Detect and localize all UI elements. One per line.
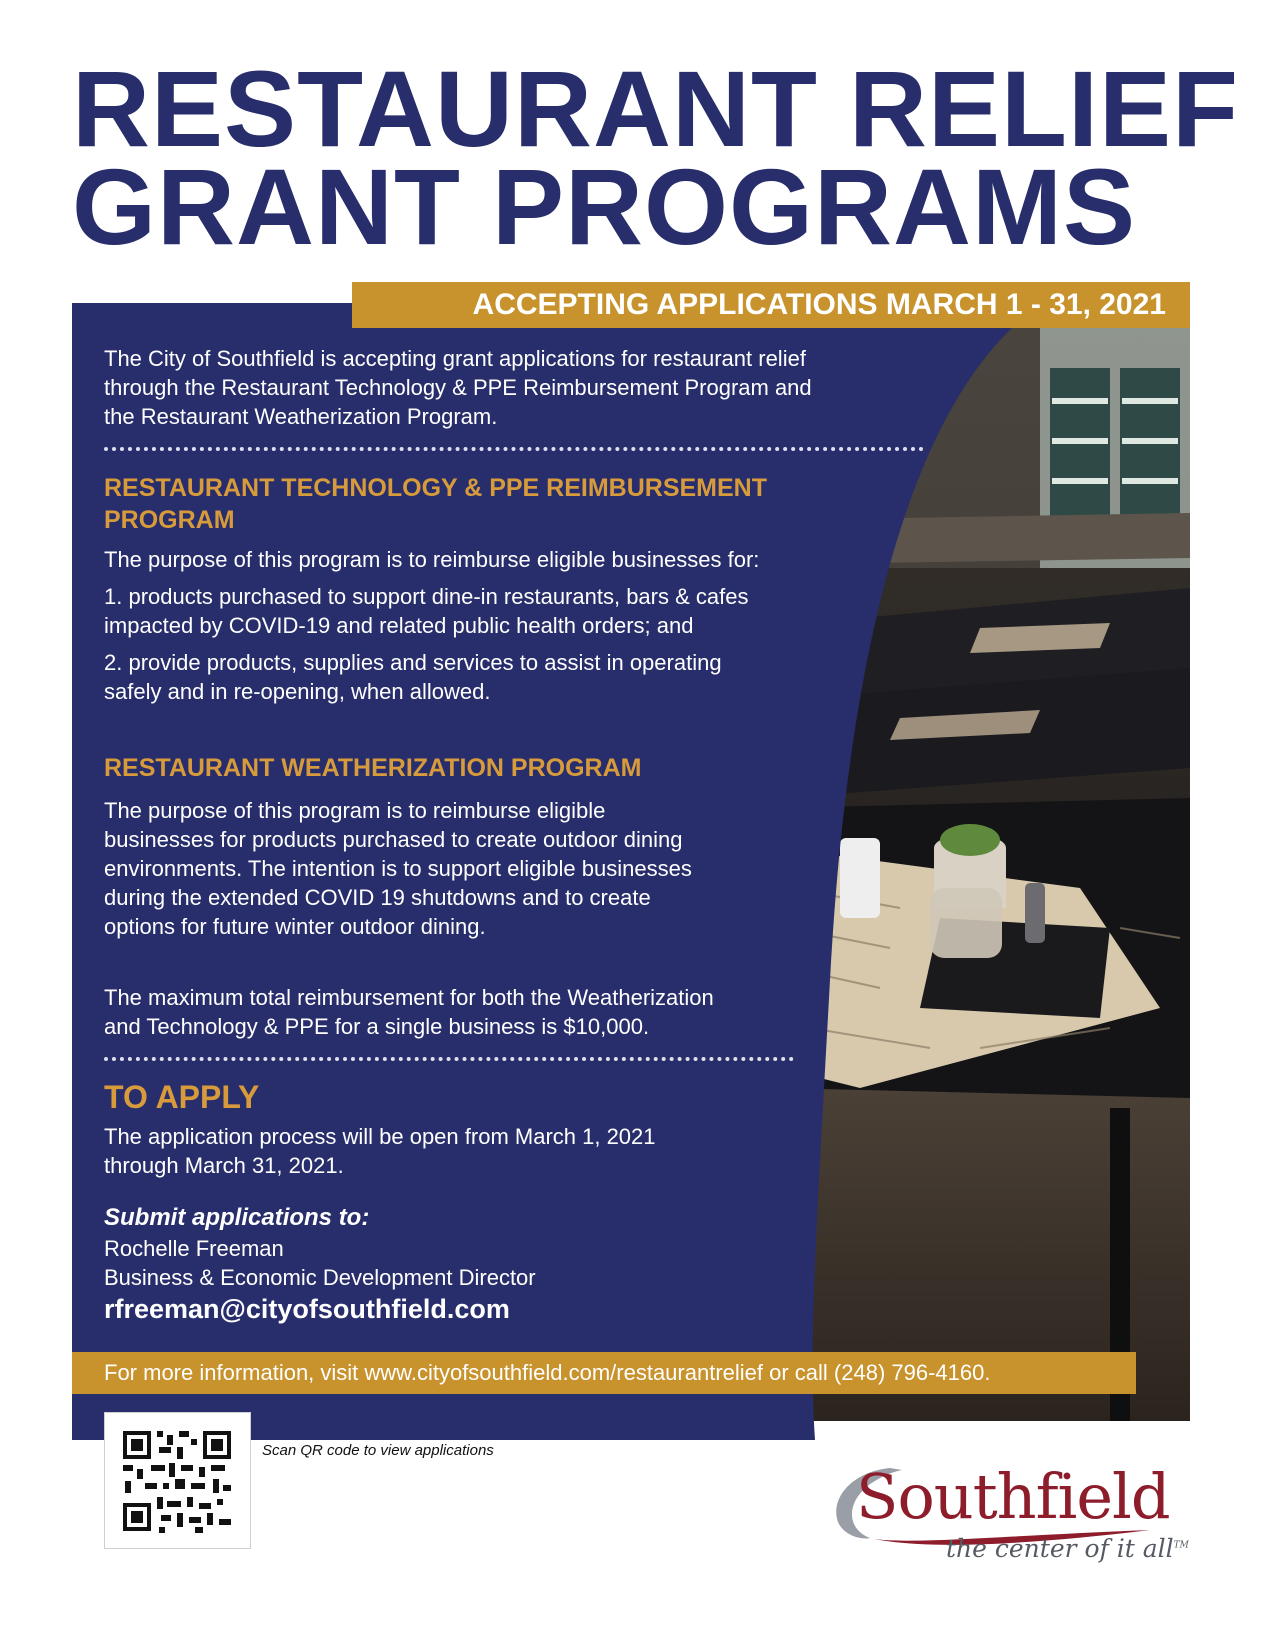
title-line-2: GRANT PROGRAMS (72, 146, 1136, 267)
tech-item-2-line-1: 2. provide products, supplies and services to assist in operating (104, 650, 722, 675)
weather-line-5: options for future winter outdoor dining. (104, 914, 486, 939)
weather-program-heading: RESTAURANT WEATHERIZATION PROGRAM (104, 754, 642, 782)
weather-program-body (104, 796, 692, 941)
more-information-bar[interactable]: For more information, visit www.cityofsouthfield.com/restaurantrelief or call (248) 796-4160. (72, 1352, 1136, 1394)
logo-wordmark: Southfield (856, 1460, 1170, 1533)
intro-line-3: the Restaurant Weatherization Program. (104, 404, 498, 429)
tech-program-heading (104, 472, 767, 536)
to-apply-body (104, 1122, 656, 1180)
intro-line-1: The City of Southfield is accepting grant applications for restaurant relief (104, 346, 806, 371)
maximum-line-1: The maximum total reimbursement for both the Weatherization (104, 985, 714, 1010)
contact-title: Business & Economic Development Director (104, 1265, 536, 1290)
tech-item-2-line-2: safely and in re-opening, when allowed. (104, 679, 491, 704)
tech-item-2 (104, 648, 759, 706)
dotted-divider (104, 1057, 794, 1061)
logo-tagline (946, 1534, 1189, 1563)
weather-line-2: businesses for products purchased to create outdoor dining (104, 827, 683, 852)
weather-line-4: during the extended COVID 19 shutdowns and to create (104, 885, 651, 910)
tech-heading-line-2: PROGRAM (104, 506, 235, 534)
intro-text (104, 344, 812, 431)
submit-label: Submit applications to: (104, 1204, 370, 1231)
tech-program-body (104, 545, 759, 706)
maximum-line-2: and Technology & PPE for a single business is $10,000. (104, 1014, 650, 1039)
title-line-1: RESTAURANT RELIEF (72, 48, 1239, 169)
apply-line-1: The application process will be open from March 1, 2021 (104, 1124, 656, 1149)
southfield-logo (830, 1460, 1190, 1580)
qr-code[interactable] (104, 1412, 251, 1549)
submit-section (104, 1202, 536, 1326)
tech-item-1-line-2: impacted by COVID-19 and related public health orders; and (104, 613, 694, 638)
accepting-applications-banner: ACCEPTING APPLICATIONS MARCH 1 - 31, 2021 (352, 282, 1190, 328)
maximum-reimbursement (104, 983, 714, 1041)
to-apply-heading: TO APPLY (104, 1079, 260, 1115)
tech-heading-line-1: RESTAURANT TECHNOLOGY & PPE REIMBURSEMENT (104, 474, 768, 502)
apply-line-2: through March 31, 2021. (104, 1153, 344, 1178)
tech-item-1-line-1: 1. products purchased to support dine-in restaurants, bars & cafes (104, 584, 749, 609)
weather-line-3: environments. The intention is to support eligible businesses (104, 856, 692, 881)
weather-line-1: The purpose of this program is to reimburse eligible (104, 798, 606, 823)
intro-line-2: through the Restaurant Technology & PPE Reimbursement Program and (104, 375, 812, 400)
qr-caption: Scan QR code to view applications (262, 1442, 494, 1459)
qr-code-graphic (105, 1413, 250, 1548)
contact-name: Rochelle Freeman (104, 1236, 284, 1261)
logo-trademark: TM (1173, 1540, 1189, 1551)
logo-tagline-text: the center of it all (946, 1534, 1174, 1563)
contact-email-link[interactable]: rfreeman@cityofsouthfield.com (104, 1294, 510, 1324)
tech-item-1 (104, 582, 759, 640)
dotted-divider (104, 447, 924, 451)
tech-purpose: The purpose of this program is to reimburse eligible businesses for: (104, 547, 760, 572)
